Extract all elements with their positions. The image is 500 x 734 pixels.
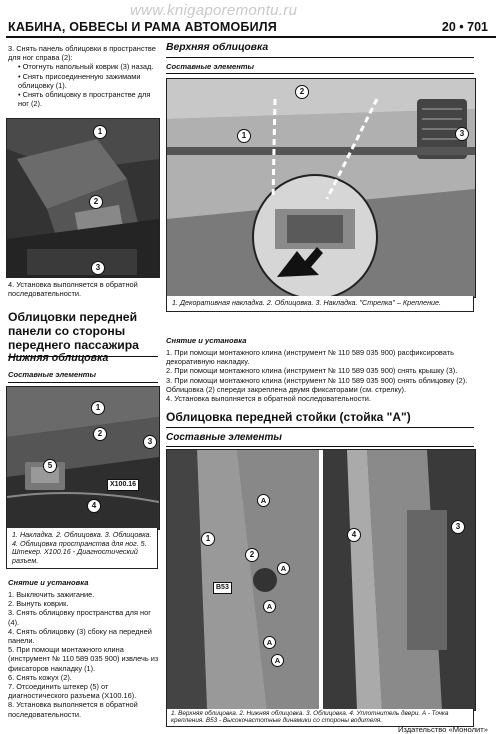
- step-text: 2. При помощи монтажного клина (инструмент № 110 589 035 900) снять крышку (3).: [166, 366, 458, 376]
- callout-3: 3: [91, 261, 105, 275]
- attachment-point-a: A: [277, 562, 290, 575]
- callout-5: 5: [43, 459, 57, 473]
- site-watermark: www.knigaporemontu.ru: [130, 2, 298, 19]
- removal-steps-top: [8, 44, 158, 108]
- page-header-title: КАБИНА, ОБВЕСЫ И РАМА АВТОМОБИЛЯ: [8, 20, 277, 34]
- callout-1: 1: [91, 401, 105, 415]
- photo-a-pillar: [167, 450, 475, 710]
- section-rule: [166, 427, 474, 428]
- callout-3: 3: [143, 435, 157, 449]
- components-label: Составные элементы: [8, 370, 97, 379]
- step-text: 2. Вынуть коврик.: [8, 599, 69, 609]
- figure-caption: 1. Декоративная накладка. 2. Облицовка. 3. Накладка. "Стрелка" – Крепление.: [166, 296, 474, 312]
- step-text: 4. Установка выполняется в обратной последовательности.: [166, 394, 371, 404]
- photo-upper-trim: [167, 79, 475, 297]
- section-rule: [166, 446, 474, 447]
- callout-3: 3: [451, 520, 465, 534]
- attachment-point-a: A: [271, 654, 284, 667]
- removal-title: Снятие и установка: [8, 578, 89, 587]
- subsection-lower-trim: Нижняя облицовка: [8, 352, 109, 364]
- components-label: Составные элементы: [166, 62, 255, 71]
- step-text: 5. При помощи монтажного клина (инструмент № 110 589 035 900) извлечь из фиксаторов накладку (1).: [8, 645, 159, 673]
- section-title-passenger-panel: Облицовки передней панели со стороны переднего пассажира: [8, 310, 139, 352]
- callout-2: 2: [245, 548, 259, 562]
- callout-3: 3: [455, 127, 469, 141]
- step-text: • Снять облицовку в пространстве для ног (2).: [18, 90, 151, 109]
- section-rule: [166, 73, 474, 74]
- subsection-upper-trim: Верхняя облицовка: [166, 42, 269, 53]
- callout-2: 2: [89, 195, 103, 209]
- step-text: 1. При помощи монтажного клина (инструмент № 110 589 035 900) расфиксировать декоративную накладку.: [166, 348, 454, 367]
- callout-1: 1: [237, 129, 251, 143]
- tweeter-label: B53: [213, 582, 232, 594]
- callout-2: 2: [295, 85, 309, 99]
- step-text: 7. Отсоединить штекер (5) от диагностического разъема (X100.16).: [8, 682, 137, 701]
- section-title-a-pillar: Облицовка передней стойки (стойка "A"): [166, 410, 411, 424]
- attachment-point-a: A: [263, 636, 276, 649]
- step-text: 3. Снять облицовку пространства для ног (4).: [8, 608, 151, 627]
- step-text: • Отогнуть напольный коврик (3) назад.: [18, 62, 154, 72]
- attachment-point-a: A: [263, 600, 276, 613]
- figure-footwell-trim: [6, 118, 160, 278]
- step-text: 1. Выключить зажигание.: [8, 590, 95, 599]
- attachment-point-a: A: [257, 494, 270, 507]
- figure-upper-trim: [166, 78, 476, 298]
- photo-lower-trim: [7, 387, 159, 529]
- step-text: • Снять присоединенную зажимами облицовку (1).: [18, 71, 141, 90]
- page-number: 20 • 701: [441, 20, 488, 34]
- section-rule: [8, 382, 158, 383]
- callout-2: 2: [93, 427, 107, 441]
- step-4-text: 4. Установка выполняется в обратной последовательности.: [8, 280, 138, 299]
- callout-4: 4: [87, 499, 101, 513]
- step-text: 3. При помощи монтажного клина (инструмент № 110 589 035 900) снять облицовку (2). Облицовка (2) спереди закреплена двумя фиксаторами (см. стрелку).: [166, 375, 468, 394]
- figure-lower-trim: [6, 386, 160, 530]
- step-text: 4. Снять облицовку (3) сбоку на передней панели.: [8, 626, 152, 646]
- step-text: 6. Снять кожух (2).: [8, 672, 72, 682]
- header-rule: [6, 36, 496, 38]
- step-text: 3. Снять панель облицовки в пространстве для ног справа (2):: [8, 44, 156, 63]
- step-text: 8. Установка выполняется в обратной последовательности.: [8, 700, 138, 719]
- removal-steps-left: [8, 590, 160, 719]
- publisher-footer: Издательство «Монолит»: [397, 725, 488, 734]
- figure-caption: 1. Накладка. 2. Облицовка. 3. Облицовка. 4. Облицовка пространства для ног. 5. Штекер. X100.16 - Диагностический разъем.: [6, 528, 158, 569]
- figure-caption: 1. Верхняя облицовка. 2. Нижняя облицовка. 3. Облицовка. 4. Уплотнитель двери. A - Точка крепления. B53 - Высокочастотные динамики со стороны водителя.: [166, 709, 474, 727]
- figure-a-pillar: [166, 449, 476, 711]
- diagnostic-connector-label: X100.16: [107, 479, 139, 491]
- callout-1: 1: [93, 125, 107, 139]
- removal-steps-right: [166, 348, 476, 403]
- callout-4: 4: [347, 528, 361, 542]
- removal-title: Снятие и установка: [166, 336, 247, 345]
- photo-footwell: [7, 119, 159, 277]
- callout-1: 1: [201, 532, 215, 546]
- components-label: Составные элементы: [166, 432, 282, 443]
- section-rule: [166, 57, 474, 58]
